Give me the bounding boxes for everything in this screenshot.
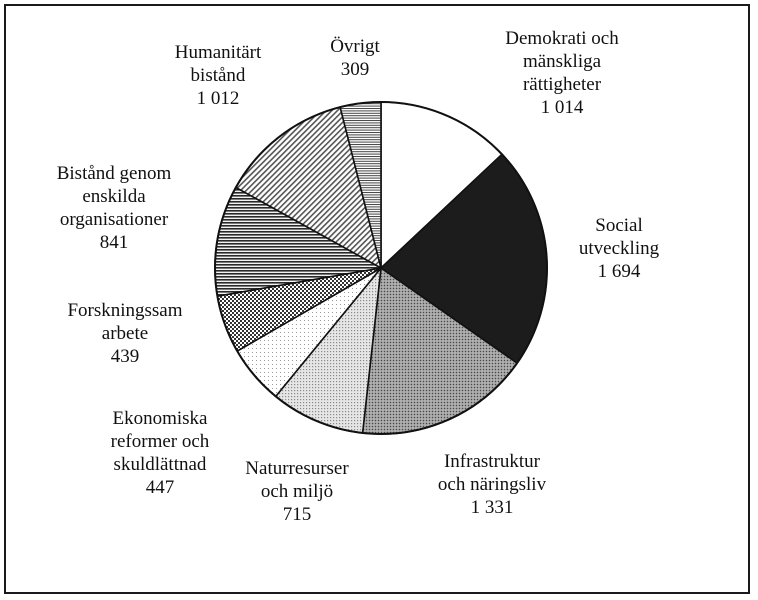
slice-value: 1 331: [470, 497, 514, 518]
slice-label-line: bistånd: [190, 65, 246, 86]
slice-label-2: [579, 215, 660, 282]
slice-value: 1 694: [597, 261, 641, 282]
slice-label-9: [330, 36, 380, 80]
slice-label-line: utveckling: [578, 238, 660, 259]
slice-value: 439: [110, 346, 140, 367]
slice-label-line: Övrigt: [330, 36, 380, 57]
slice-label-1: [505, 28, 619, 118]
slice-label-line: Forskningssam: [67, 300, 183, 321]
slice-value: 309: [340, 59, 370, 80]
slice-label-6: [67, 300, 182, 367]
slice-value: 1 012: [196, 88, 240, 109]
slice-value: 1 014: [540, 97, 584, 118]
slice-label-3: [438, 451, 547, 518]
slice-label-line: enskilda: [82, 186, 146, 207]
slice-label-line: och näringsliv: [437, 474, 547, 495]
slice-label-line: reformer och: [110, 431, 210, 452]
slice-label-line: Ekonomiska: [112, 408, 208, 429]
slice-label-line: rättigheter: [522, 74, 602, 95]
slice-label-line: Social: [595, 215, 643, 236]
slice-label-5: [111, 408, 210, 498]
slice-value: 447: [145, 477, 175, 498]
slice-label-4: [245, 458, 349, 525]
slice-label-line: Bistånd genom: [56, 163, 172, 184]
slice-label-line: och miljö: [260, 481, 334, 502]
slice-label-line: Demokrati och: [505, 28, 619, 49]
slice-label-7: [57, 163, 172, 253]
slice-label-line: organisationer: [59, 209, 169, 230]
slice-label-line: skuldlättnad: [113, 454, 207, 475]
slice-label-line: Infrastruktur: [443, 451, 541, 472]
slice-label-line: mänskliga: [522, 51, 602, 72]
slice-label-line: Humanitärt: [174, 42, 262, 63]
slice-label-line: Naturresurser: [245, 458, 349, 479]
slice-value: 715: [282, 504, 312, 525]
slice-value: 841: [99, 232, 129, 253]
slice-label-8: [175, 42, 262, 109]
slice-label-line: arbete: [101, 323, 149, 344]
